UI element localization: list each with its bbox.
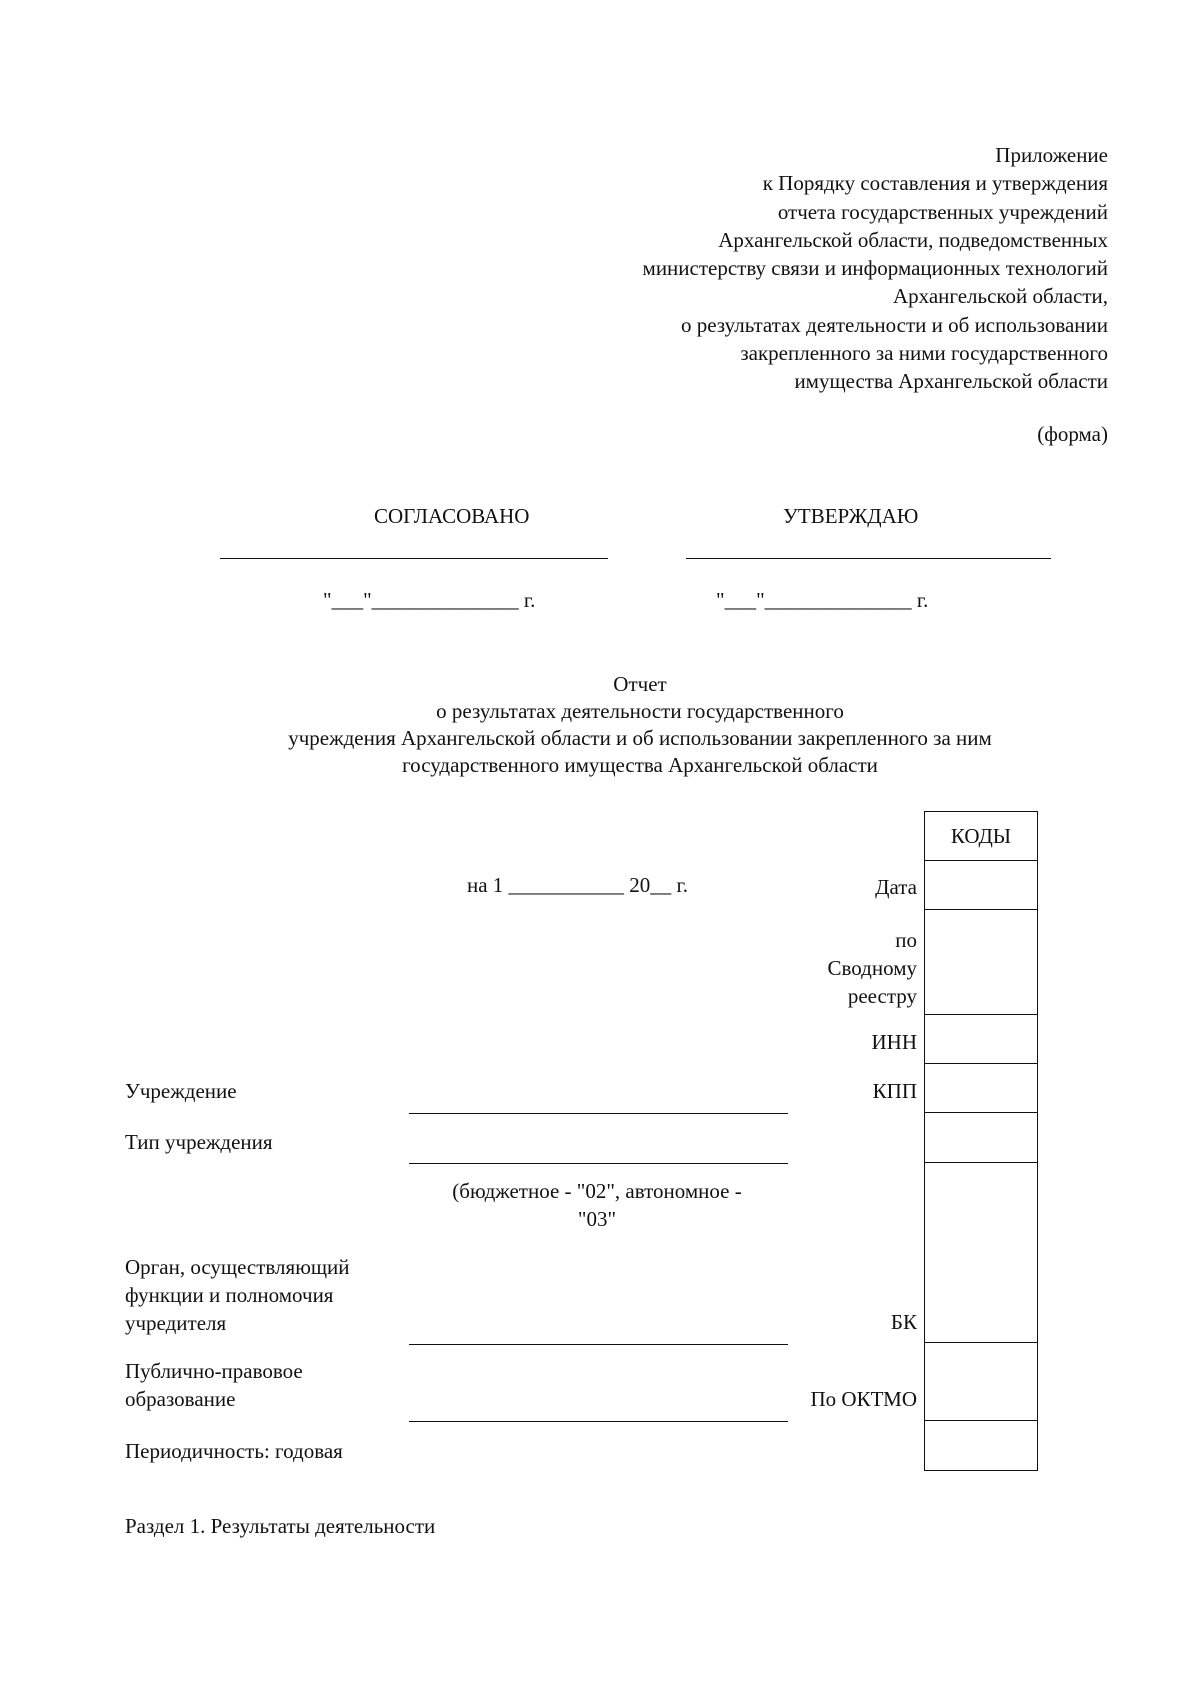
appendix-line: к Порядку составления и утверждения [762, 171, 1108, 196]
code-cell-oktmo [925, 1343, 1037, 1421]
approve-label: УТВЕРЖДАЮ [783, 504, 919, 528]
agreed-signature-line [220, 558, 608, 559]
report-title-line: государственного имущества Архангельской области [402, 753, 878, 777]
code-cell-inn [925, 1015, 1037, 1064]
code-label-registry-2: Сводному [827, 956, 917, 980]
appendix-line: имущества Архангельской области [794, 369, 1108, 394]
code-cell-periodicity [925, 1421, 1037, 1470]
appendix-line: закрепленного за ними государственного [740, 341, 1108, 366]
code-cell-kpp [925, 1064, 1037, 1113]
report-date-line: на 1 ___________ 20__ г. [467, 873, 689, 897]
codes-table [924, 811, 1038, 1471]
codes-header: КОДЫ [925, 812, 1037, 861]
field-public-label [125, 1357, 303, 1413]
founder-label-line: учредителя [125, 1311, 227, 1335]
report-title-line: учреждения Архангельской области и об использовании закрепленного за ним [288, 726, 992, 750]
code-cell-registry [925, 910, 1037, 1015]
field-periodicity-label: Периодичность: годовая [125, 1439, 343, 1463]
field-type-label: Тип учреждения [125, 1130, 273, 1154]
type-note [407, 1177, 787, 1233]
institution-input-line[interactable] [409, 1113, 788, 1114]
report-title-line: о результатах деятельности государственного [436, 699, 844, 723]
code-label-bk: БК [890, 1310, 917, 1334]
appendix-header [643, 141, 1108, 396]
type-note-line: "03" [577, 1207, 617, 1231]
code-cell-bk [925, 1163, 1037, 1343]
section-title: Раздел 1. Результаты деятельности [125, 1514, 436, 1538]
field-institution-label: Учреждение [125, 1079, 237, 1103]
report-title-line: Отчет [613, 672, 667, 696]
appendix-line: отчета государственных учреждений [777, 199, 1108, 224]
report-title [0, 671, 1200, 779]
code-label-date: Дата [875, 875, 917, 899]
appendix-line: министерству связи и информационных технологий [642, 256, 1108, 281]
founder-input-line[interactable] [409, 1344, 788, 1345]
appendix-line: Архангельской области, подведомственных [718, 227, 1108, 252]
founder-label-line: Орган, осуществляющий [125, 1255, 350, 1279]
code-cell-type [925, 1113, 1037, 1163]
type-note-line: (бюджетное - "02", автономное - [452, 1179, 742, 1203]
appendix-line: Архангельской области, [892, 284, 1108, 309]
appendix-line: о результатах деятельности и об использовании [680, 312, 1108, 337]
public-input-line[interactable] [409, 1421, 788, 1422]
field-founder-label [125, 1253, 350, 1337]
code-label-oktmo: По ОКТМО [810, 1387, 917, 1411]
form-label: (форма) [1037, 422, 1108, 446]
public-label-line: образование [125, 1387, 236, 1411]
public-label-line: Публично-правовое [125, 1359, 303, 1383]
agreed-date: "___"______________ г. [323, 588, 536, 612]
founder-label-line: функции и полномочия [125, 1283, 334, 1307]
agreed-label: СОГЛАСОВАНО [374, 504, 530, 528]
code-label-inn: ИНН [871, 1030, 917, 1054]
code-label-registry-3: реестру [847, 984, 917, 1008]
appendix-line: Приложение [995, 143, 1108, 167]
approve-date: "___"______________ г. [716, 588, 929, 612]
institution-type-input-line[interactable] [409, 1163, 788, 1164]
code-label-registry-1: по [895, 928, 917, 952]
code-label-kpp: КПП [872, 1079, 917, 1103]
code-cell-date [925, 861, 1037, 910]
approve-signature-line [686, 558, 1051, 559]
